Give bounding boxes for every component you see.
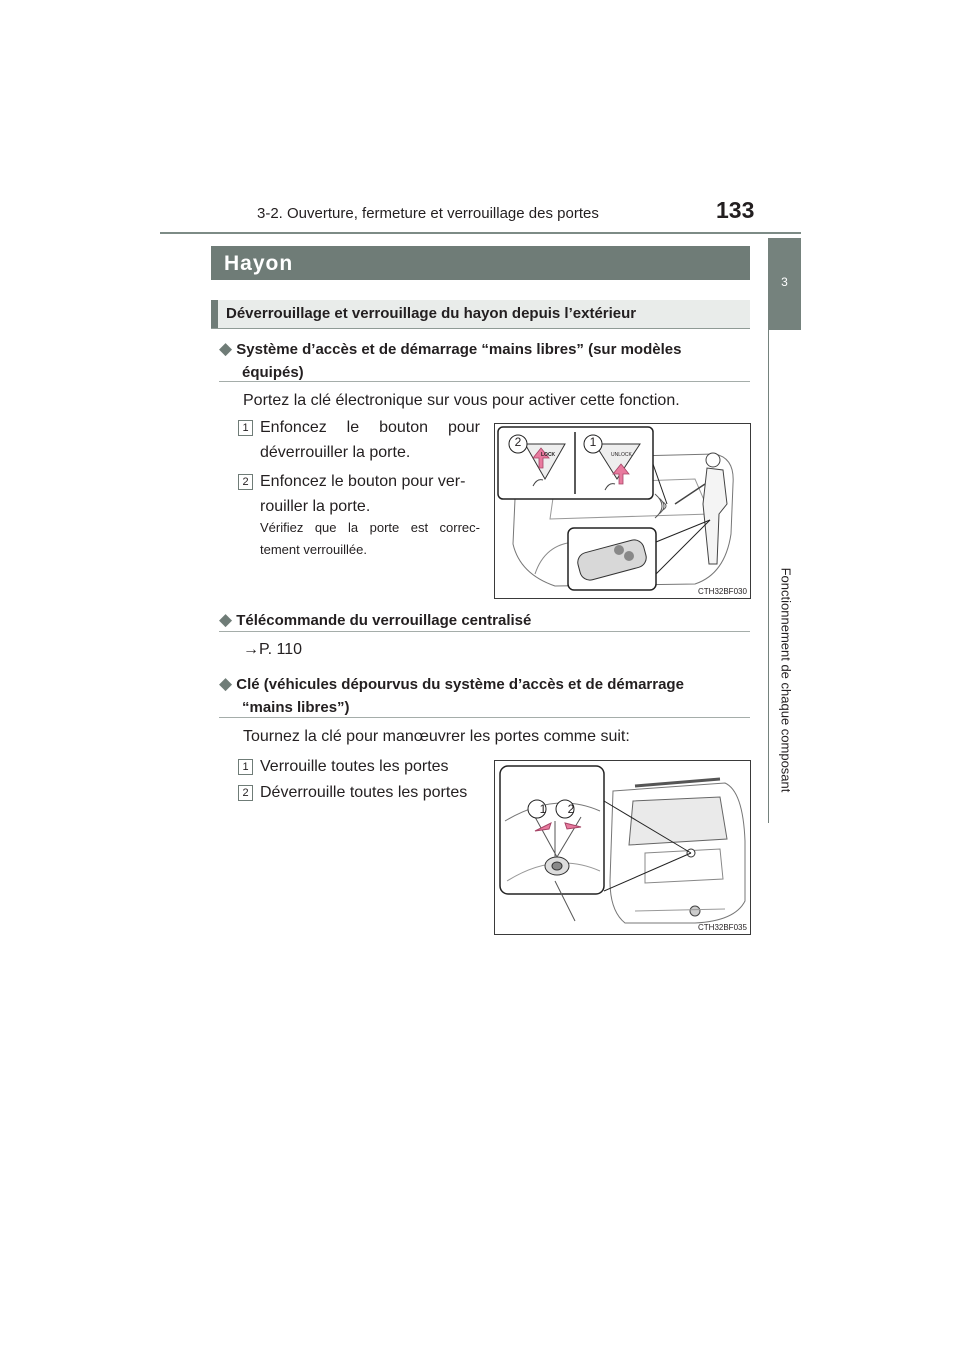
section-intro: Portez la clé électronique sur vous pour activer cette fonction. [243,392,680,409]
unlock-button-label: UNLOCK [611,452,632,458]
section-rule [219,631,750,632]
step-text: Déverrouille toutes les portes [260,784,468,801]
figure-code: CTH32BF035 [698,923,747,932]
chapter-number: 3 [781,275,788,289]
section-title: 3-2. Ouverture, fermeture et verrouillage des portes [257,205,599,222]
step-number: 2 [238,474,253,490]
chapter-title: Fonctionnement de chaque composant [778,567,794,793]
section-intro: Tournez la clé pour manœuvrer les portes comme suit: [243,728,630,745]
figure-callout-2: 2 [514,435,522,449]
step-number: 1 [238,420,253,436]
step-number: 1 [238,759,253,775]
diamond-bullet-icon: ◆ [219,610,233,629]
step-text: Enfoncez le bouton pour déverrouiller la porte. [260,419,480,461]
header-divider [160,232,801,234]
diamond-bullet-icon: ◆ [219,339,233,358]
figure-callout-1: 1 [589,435,597,449]
section-heading-remote: ◆ Télécommande du verrouillage centralisé [219,610,532,629]
tailgate-illustration [495,424,750,598]
section-heading-smart-key: ◆ Système d’accès et de démarrage “mains libres” (sur modèles équipés) [219,339,682,381]
main-heading: Hayon [211,246,750,280]
figure-code: CTH32BF030 [698,587,747,596]
section-heading-key: ◆ Clé (véhicules dépourvus du système d’accès et de démarrage “mains libres”) [219,674,684,716]
figure-callout-1: 1 [539,802,547,816]
side-divider [768,330,769,823]
sub-heading: Déverrouillage et verrouillage du hayon depuis l’extérieur [211,300,750,329]
key-cylinder-illustration [495,761,750,934]
step-text: Enfoncez le bouton pour ver- rouiller la porte. [260,473,466,515]
page-number: 133 [716,197,755,223]
section-rule [219,717,750,718]
figure-key-cylinder [494,760,751,935]
figure-callout-2: 2 [567,802,575,816]
note-text: Vérifiez que la porte est correc- tement verrouillée. [260,520,480,557]
section-rule [219,381,750,382]
page-reference: →P. 110 [243,641,303,658]
step-text: Verrouille toutes les portes [260,758,449,775]
lock-button-label: LOCK [541,452,556,458]
figure-smart-key-tailgate [494,423,751,599]
diamond-bullet-icon: ◆ [219,674,233,693]
step-number: 2 [238,785,253,801]
